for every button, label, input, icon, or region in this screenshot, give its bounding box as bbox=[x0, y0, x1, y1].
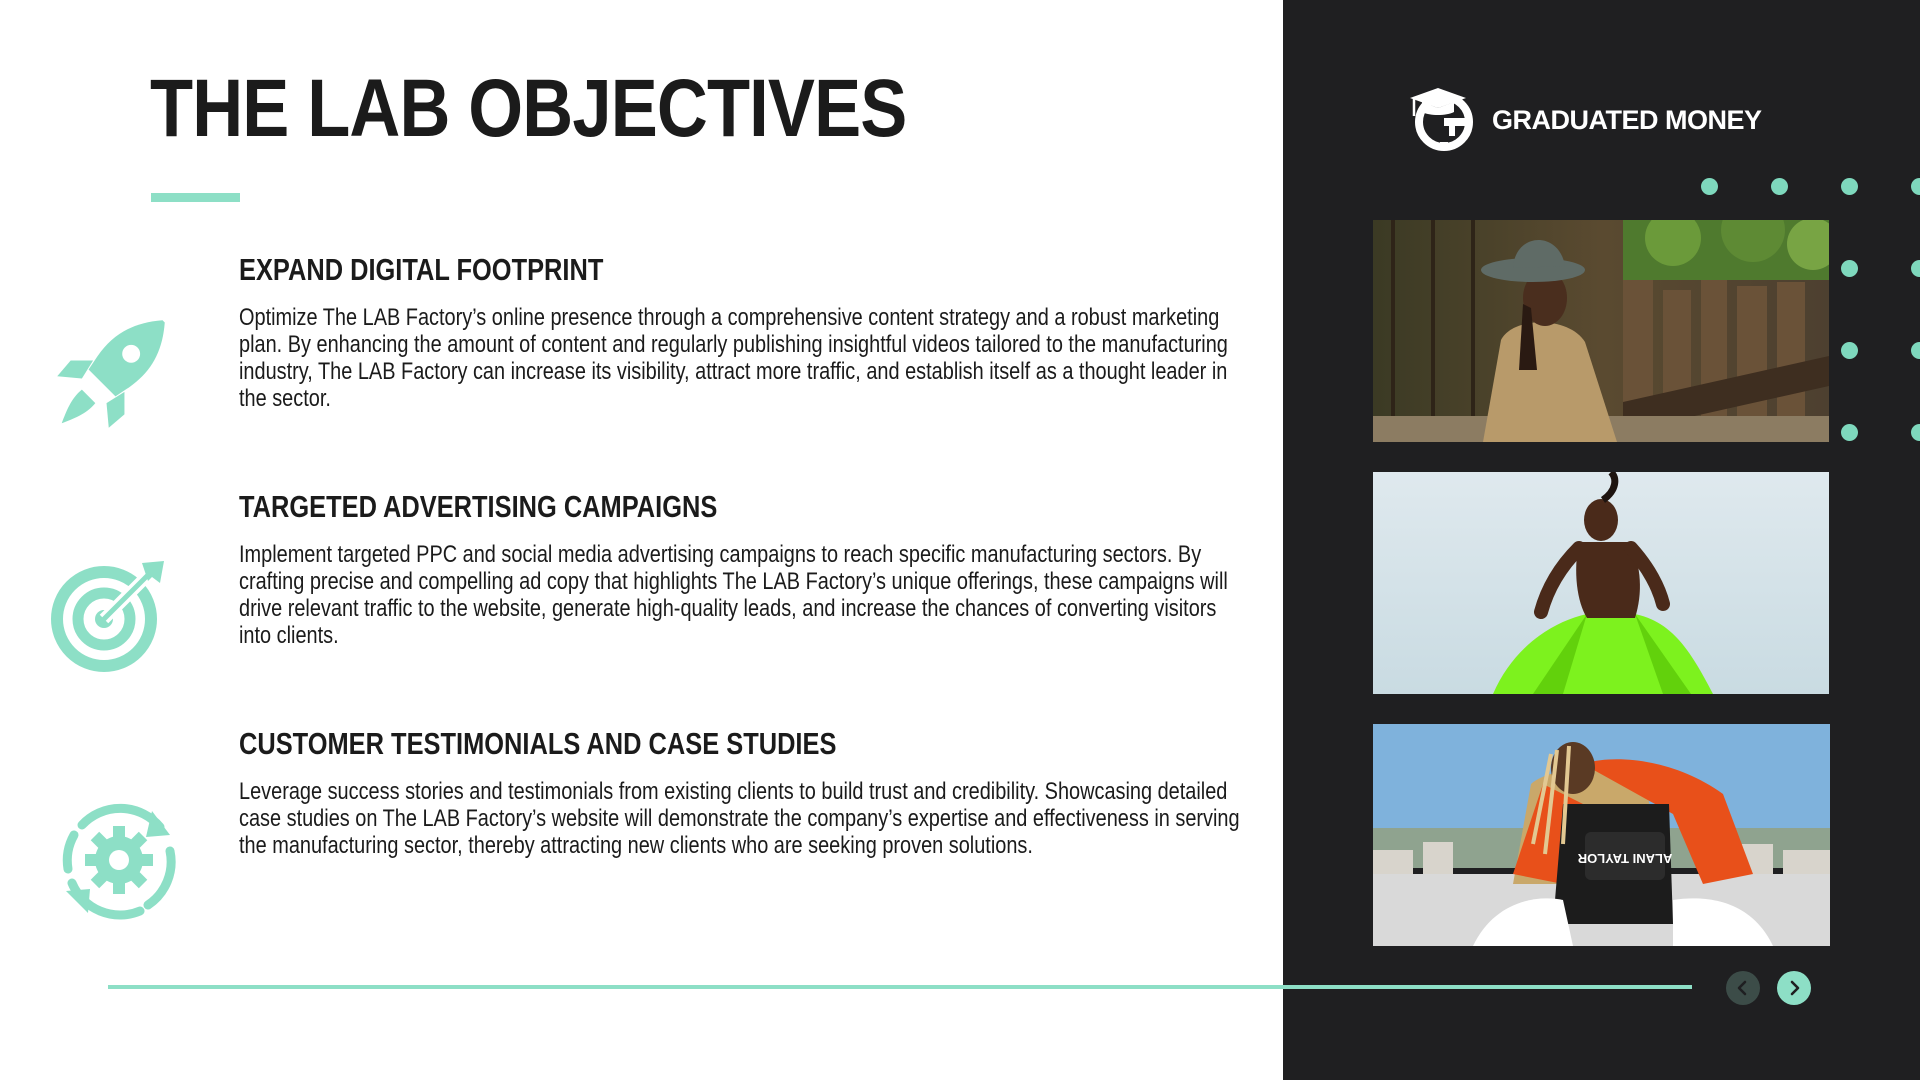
graduation-cap-g-logo-icon bbox=[1408, 84, 1478, 157]
model-in-hat-photo bbox=[1373, 220, 1829, 442]
previous-slide-button[interactable] bbox=[1726, 971, 1760, 1005]
chevron-right-icon bbox=[1785, 979, 1803, 997]
gear-cycle-icon bbox=[56, 797, 182, 923]
objective-section bbox=[239, 489, 1249, 649]
target-icon bbox=[48, 555, 168, 675]
bottom-divider bbox=[108, 985, 1692, 989]
brand-name: GRADUATED MONEY bbox=[1492, 105, 1762, 135]
section-heading: TARGETED ADVERTISING CAMPAIGNS bbox=[239, 489, 718, 524]
section-body: Optimize The LAB Factory’s online presence through a comprehensive content strategy and a robust marketing plan. By enhancing the amount of content and regularly publishing insightful videos tailored to the manufacturing industry, The LAB Factory can increase its visibility, attract more traffic, and establish itself as a thought leader in the sector. bbox=[239, 304, 1228, 412]
decorative-dot bbox=[1841, 260, 1858, 277]
decorative-dot bbox=[1841, 178, 1858, 195]
section-heading: CUSTOMER TESTIMONIALS AND CASE STUDIES bbox=[239, 726, 837, 761]
brand-logo bbox=[1408, 84, 1762, 157]
rocket-icon bbox=[55, 318, 167, 430]
section-heading: EXPAND DIGITAL FOOTPRINT bbox=[239, 252, 604, 287]
section-body: Implement targeted PPC and social media advertising campaigns to reach specific manufacturing sectors. By crafting precise and compelling ad copy that highlights The LAB Factory’s unique offerings, these campaigns will drive relevant traffic to the website, generate high-quality leads, and increase the chances of converting visitors into clients. bbox=[239, 541, 1228, 649]
next-slide-button[interactable] bbox=[1777, 971, 1811, 1005]
title-underline bbox=[151, 193, 240, 202]
objective-section bbox=[239, 252, 1249, 412]
chevron-left-icon bbox=[1734, 979, 1752, 997]
decorative-dot bbox=[1841, 424, 1858, 441]
objective-section bbox=[239, 726, 1249, 859]
decorative-dot bbox=[1841, 342, 1858, 359]
decorative-dot bbox=[1771, 178, 1788, 195]
section-body: Leverage success stories and testimonials from existing clients to build trust and credibility. Showcasing detailed case studies on The LAB Factory’s website will demonstrate the company’s expertise and effectiveness in serving the manufacturing sector, thereby attracting new clients who are seeking proven solutions. bbox=[239, 778, 1240, 859]
decorative-dot bbox=[1701, 178, 1718, 195]
page-title: THE LAB OBJECTIVES bbox=[150, 63, 907, 154]
model-in-green-pants-photo bbox=[1373, 472, 1829, 694]
model-with-bag-photo bbox=[1373, 724, 1830, 946]
bag-text: ALANI TAYLOR bbox=[1577, 851, 1673, 866]
